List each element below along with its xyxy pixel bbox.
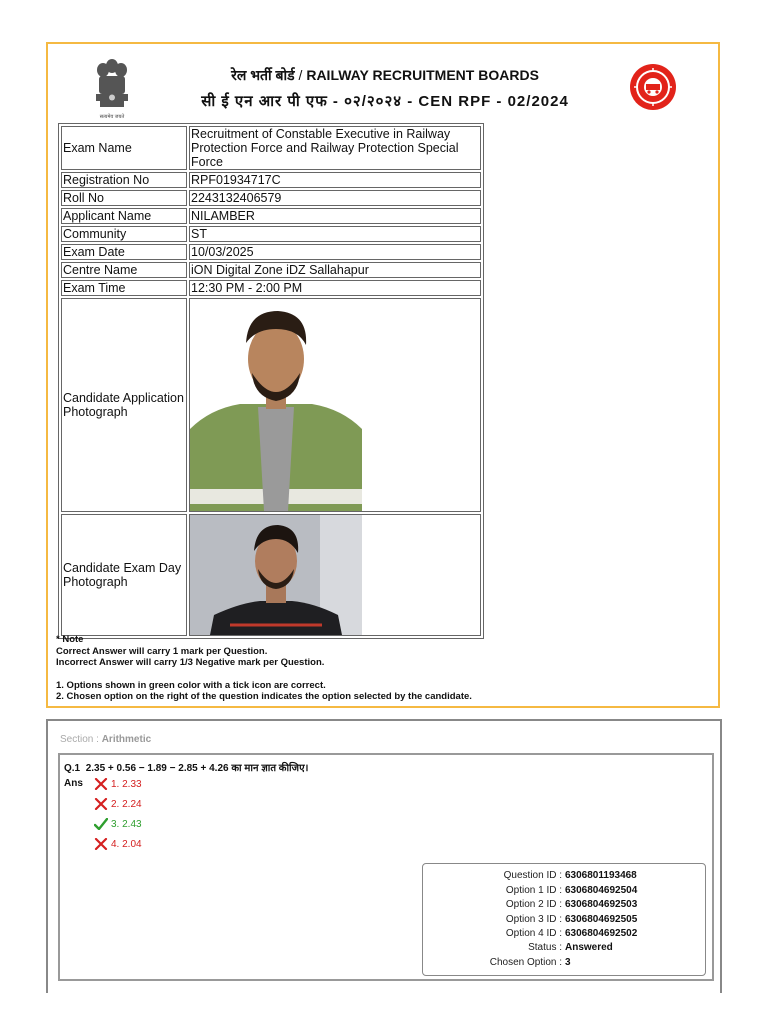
cross-icon	[94, 798, 108, 810]
detail-option-2-id: Option 2 ID : 6306804692503	[505, 899, 638, 910]
info-row-exam-date	[61, 244, 481, 260]
detail-option-1-id: Option 1 ID : 6306804692504	[505, 885, 638, 896]
info-value: RPF01934717C	[189, 172, 481, 188]
detail-option-4-id: Option 4 ID : 6306804692502	[505, 928, 638, 939]
info-value: NILAMBER	[189, 208, 481, 224]
info-row-registration	[61, 172, 481, 188]
cross-icon	[94, 838, 108, 850]
note-line: 2. Chosen option on the right of the question indicates the option selected by the candidate.	[56, 691, 472, 702]
info-row-exam-name	[61, 126, 481, 170]
question-text: Q.1 2.35 + 0.56 − 1.89 − 2.85 + 4.26 का मान ज्ञात कीजिए।	[64, 763, 309, 774]
info-label: Exam Name	[61, 126, 187, 170]
info-value: iON Digital Zone iDZ Sallahapur	[189, 262, 481, 278]
section-name: Arithmetic	[101, 734, 152, 745]
info-row-roll-no	[61, 190, 481, 206]
cross-icon	[94, 778, 108, 790]
info-value: 10/03/2025	[189, 244, 481, 260]
application-photo-label: Candidate Application Photograph	[61, 298, 187, 512]
info-value: 12:30 PM - 2:00 PM	[189, 280, 481, 296]
info-label: Roll No	[61, 190, 187, 206]
exam-code: सी ई एन आर पी एफ - ०२/२०२४ - CEN RPF - 02/2024	[201, 93, 569, 110]
detail-question-id: Question ID : 6306801193468	[503, 870, 637, 881]
info-label: Community	[61, 226, 187, 242]
application-photo	[190, 299, 362, 511]
info-label: Applicant Name	[61, 208, 187, 224]
detail-chosen-option: Chosen Option : 3	[489, 957, 571, 968]
indian-railways-logo-icon	[630, 64, 676, 110]
emblem-motto: सत्यमेव जयते	[99, 114, 125, 120]
info-row-community	[61, 226, 481, 242]
option-2: 2. 2.24	[94, 798, 142, 810]
info-label: Exam Date	[61, 244, 187, 260]
notes-block	[56, 634, 472, 703]
option-4: 4. 2.04	[94, 838, 142, 850]
option-1: 1. 2.33	[94, 778, 142, 790]
info-value: 2243132406579	[189, 190, 481, 206]
info-value: ST	[189, 226, 481, 242]
info-label: Registration No	[61, 172, 187, 188]
note-line: Correct Answer will carry 1 mark per Question.	[56, 645, 268, 657]
tick-icon	[94, 818, 108, 830]
candidate-info-table	[58, 123, 484, 639]
info-row-exam-time	[61, 280, 481, 296]
detail-option-3-id: Option 3 ID : 6306804692505	[505, 914, 638, 925]
info-label: Centre Name	[61, 262, 187, 278]
info-value: Recruitment of Constable Executive in Railway Protection Force and Railway Protection Special Force	[189, 126, 481, 170]
question-panel	[58, 753, 714, 981]
response-sheet-card	[46, 42, 720, 708]
info-row-applicant-name	[61, 208, 481, 224]
info-row-centre-name	[61, 262, 481, 278]
info-row-application-photo	[61, 298, 481, 512]
exam-day-photo-label: Candidate Exam Day Photograph	[61, 514, 187, 636]
info-row-exam-day-photo	[61, 514, 481, 636]
note-line: 1. Options shown in green color with a tick icon are correct.	[56, 679, 326, 691]
detail-status: Status : Answered	[528, 942, 613, 953]
option-3: 3. 2.43	[94, 818, 142, 830]
question-details-box	[422, 863, 706, 976]
notes-heading: * Note	[56, 634, 84, 645]
section-label: Section : Arithmetic	[60, 734, 152, 745]
note-line: Incorrect Answer will carry 1/3 Negative mark per Question.	[56, 657, 325, 668]
info-label: Exam Time	[61, 280, 187, 296]
question-section-card	[46, 719, 722, 993]
page-title: रेल भर्ती बोर्ड / RAILWAY RECRUITMENT BOARDS	[231, 67, 539, 83]
exam-day-photo	[190, 515, 362, 635]
answer-label: Ans	[64, 778, 83, 789]
